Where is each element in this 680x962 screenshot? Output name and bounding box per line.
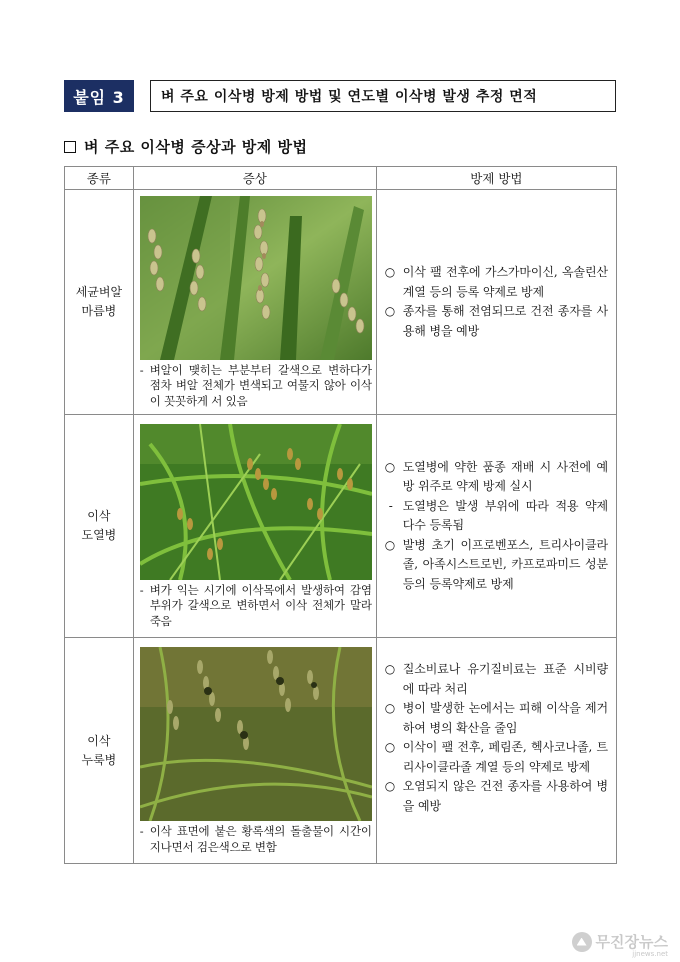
disease-name-line2: 누룩병 [81,752,117,767]
control-item: ○ 도열병에 약한 품종 재배 시 사전에 예방 위주로 약제 방제 실시 [384,459,608,494]
news-watermark [572,931,668,958]
control-item: ○ 이삭 팰 전후에 가스가마이신, 옥솔린산 계열 등의 등록 약제로 방제 [384,265,608,299]
table-header-row [65,167,617,190]
symptom-cell [133,415,376,638]
mountain-logo-icon [572,932,592,952]
disease-name-line1: 세균벼알 [75,285,123,299]
table-row [65,190,617,415]
control-item: ○ 병이 발생한 논에서는 피해 이삭을 제거하여 병의 확산을 줄임 [384,701,608,735]
false-smut-photo [140,647,372,821]
disease-name-line2: 도열병 [81,528,117,542]
control-item: ○ 오염되지 않은 건전 종자를 사용하여 병을 예방 [384,779,608,813]
control-item: ○ 질소비료나 유기질비료는 표준 시비량에 따라 처리 [384,662,608,696]
header-symptom: 증상 [133,167,376,190]
disease-name-cell [65,638,134,864]
symptom-cell [133,190,376,415]
symptom-description: - 벼가 익는 시기에 이삭목에서 발생하여 감염부위가 갈색으로 변하면서 이삭 전체가 말라 죽음 [139,582,372,628]
square-bullet-icon [64,141,76,153]
disease-name-line2: 마름병 [81,304,117,318]
disease-name-cell [65,415,134,638]
control-item: ○ 이삭이 팰 전후, 페림존, 헥사코나졸, 트리사이클라졸 계열 등의 약제로 방제 [384,740,608,774]
disease-name-line1: 이삭 [87,509,111,523]
control-item: ○ 발병 초기 이프로벤포스, 트리사이클라졸, 아족시스트로빈, 카프로파미드 성분 등의 등록약제로 방제 [384,537,608,591]
rice-blast-photo [140,424,372,580]
symptom-description: - 이삭 표면에 붙은 황록색의 돌출물이 시간이 지나면서 검은색으로 변함 [139,824,372,854]
header-type: 종류 [65,167,134,190]
symptom-description: - 벼알이 맺히는 부분부터 갈색으로 변하다가 점차 벼알 전체가 변색되고 여물지 않아 이삭이 꼿꼿하게 서 있음 [139,362,372,408]
disease-table [64,166,617,864]
attachment-badge: 붙임 3 [64,80,134,112]
control-cell [376,190,616,415]
header-control: 방제 방법 [376,167,616,190]
table-row [65,415,617,638]
table-row [65,638,617,864]
section-title-text: 벼 주요 이삭병 증상과 방제 방법 [84,138,308,156]
disease-name-line1: 이삭 [87,733,111,748]
symptom-cell [133,638,376,864]
attachment-title: 벼 주요 이삭병 방제 방법 및 연도별 이삭병 발생 추정 면적 [150,80,616,112]
control-sub-item: - 도열병은 발생 부위에 따라 적용 약제 다수 등록됨 [388,498,608,533]
control-cell [376,415,616,638]
control-cell [376,638,616,864]
watermark-subtext: jjnews.net [632,950,668,958]
rice-panicle-photo [140,196,372,360]
control-item: ○ 종자를 통해 전염되므로 건전 종자를 사용해 병을 예방 [384,304,608,338]
section-heading [64,136,307,157]
attachment-header [64,80,616,112]
watermark-text: 무진장뉴스 [595,933,668,951]
disease-name-cell [65,190,134,415]
